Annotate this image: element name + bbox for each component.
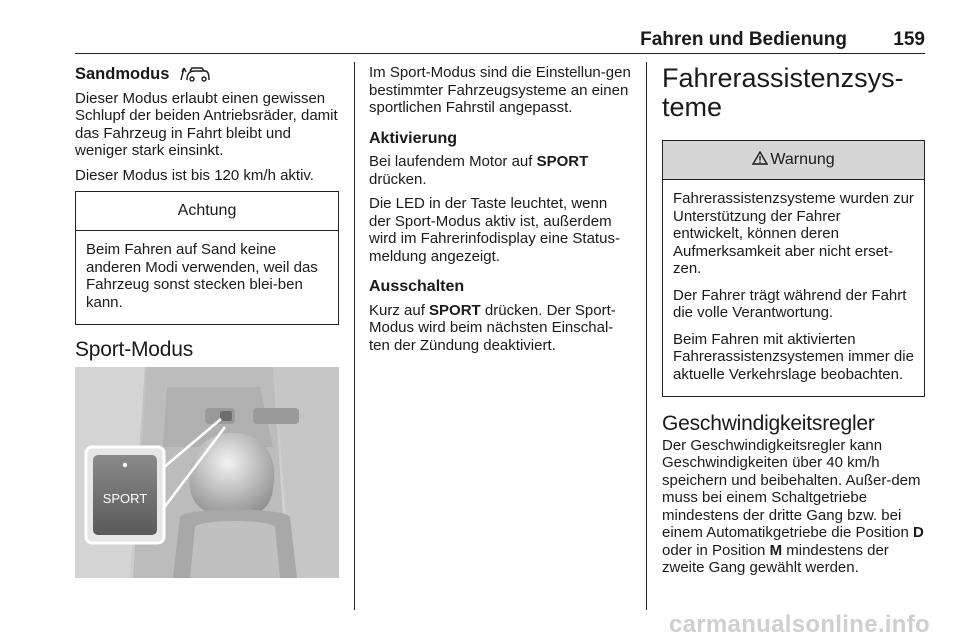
page-number: 159 xyxy=(893,29,925,50)
warning-body xyxy=(663,180,924,396)
caution-title: Achtung xyxy=(76,192,338,231)
activation-paragraph-1: Bei laufendem Motor auf SPORT drücken. xyxy=(369,153,589,188)
page-header xyxy=(75,27,925,54)
caution-text: Beim Fahren auf Sand keine anderen Modi verwenden, weil das Fahrzeug sonst stecken blei-ben kann. xyxy=(86,241,318,311)
caution-body xyxy=(76,231,338,324)
column-divider-2 xyxy=(646,62,647,610)
watermark: carmanualsonline.info xyxy=(668,611,930,638)
activation-heading: Aktivierung xyxy=(369,129,458,147)
cruise-control-paragraph: Der Geschwindigkeitsregler kann Geschwindigkeiten über 40 km/h speichern und beibehalten. Außer-dem muss bei einem Schaltgetriebe mindestens der dritte Gang bzw. bei einem Automatikgetriebe die Position D oder in Position M mindestens der zweite Gang gewählt werden. xyxy=(662,436,924,576)
console-illustration xyxy=(75,367,339,578)
deactivation-paragraph: Kurz auf SPORT drücken. Der Sport-Modus wird beim nächsten Einschal-ten der Zündung deaktiviert. xyxy=(369,301,616,354)
warning-paragraph-1: Fahrerassistenzsysteme wurden zur Unterstützung der Fahrer entwickelt, können deren Aufmerksamkeit aber nicht erset-zen. xyxy=(673,190,914,277)
sand-paragraph-1: Dieser Modus erlaubt einen gewissen Schlupf der beiden Antriebsräder, damit das Fahrzeug in Fahrt bleibt und weniger stark einsinkt. xyxy=(75,89,338,159)
header-title: Fahren und Bedienung xyxy=(640,29,847,50)
sand-mode-icon xyxy=(178,64,212,82)
sport-button-figure xyxy=(75,367,339,578)
sport-intro: Im Sport-Modus sind die Einstellun-gen bestimmter Fahrzeugsysteme an einen sportlichen Fahrstil angepasst. xyxy=(369,64,631,116)
warning-box xyxy=(662,140,925,397)
sport-mode-heading: Sport-Modus xyxy=(75,338,194,361)
sand-mode-heading: Sandmodus xyxy=(75,64,339,84)
column-divider-1 xyxy=(354,62,355,610)
column-1 xyxy=(75,64,339,578)
caution-box xyxy=(75,191,339,325)
sand-paragraph-2: Dieser Modus ist bis 120 km/h aktiv. xyxy=(75,166,314,184)
cruise-control-heading: Geschwindigkeitsregler xyxy=(662,412,875,435)
warning-paragraph-3: Beim Fahren mit aktivierten Fahrerassistenzsystemen immer die aktuelle Verkehrslage beobachten. xyxy=(673,330,914,383)
figure-sport-label: SPORT xyxy=(102,490,148,506)
deactivation-heading: Ausschalten xyxy=(369,278,465,295)
warning-paragraph-2: Der Fahrer trägt während der Fahrt die volle Verantwortung. xyxy=(673,286,907,321)
warning-title: Warnung xyxy=(770,151,835,168)
column-2 xyxy=(369,64,631,361)
activation-paragraph-2: Die LED in der Taste leuchtet, wenn der Sport-Modus aktiv ist, außerdem wird im Fahrerinfodisplay eine Status-meldung angezeigt. xyxy=(369,195,620,265)
warning-triangle-icon xyxy=(752,151,768,165)
column-3 xyxy=(662,64,925,584)
driver-assistance-heading: Fahrerassistenzsys-teme xyxy=(662,63,904,122)
warning-title-bar xyxy=(663,141,924,180)
